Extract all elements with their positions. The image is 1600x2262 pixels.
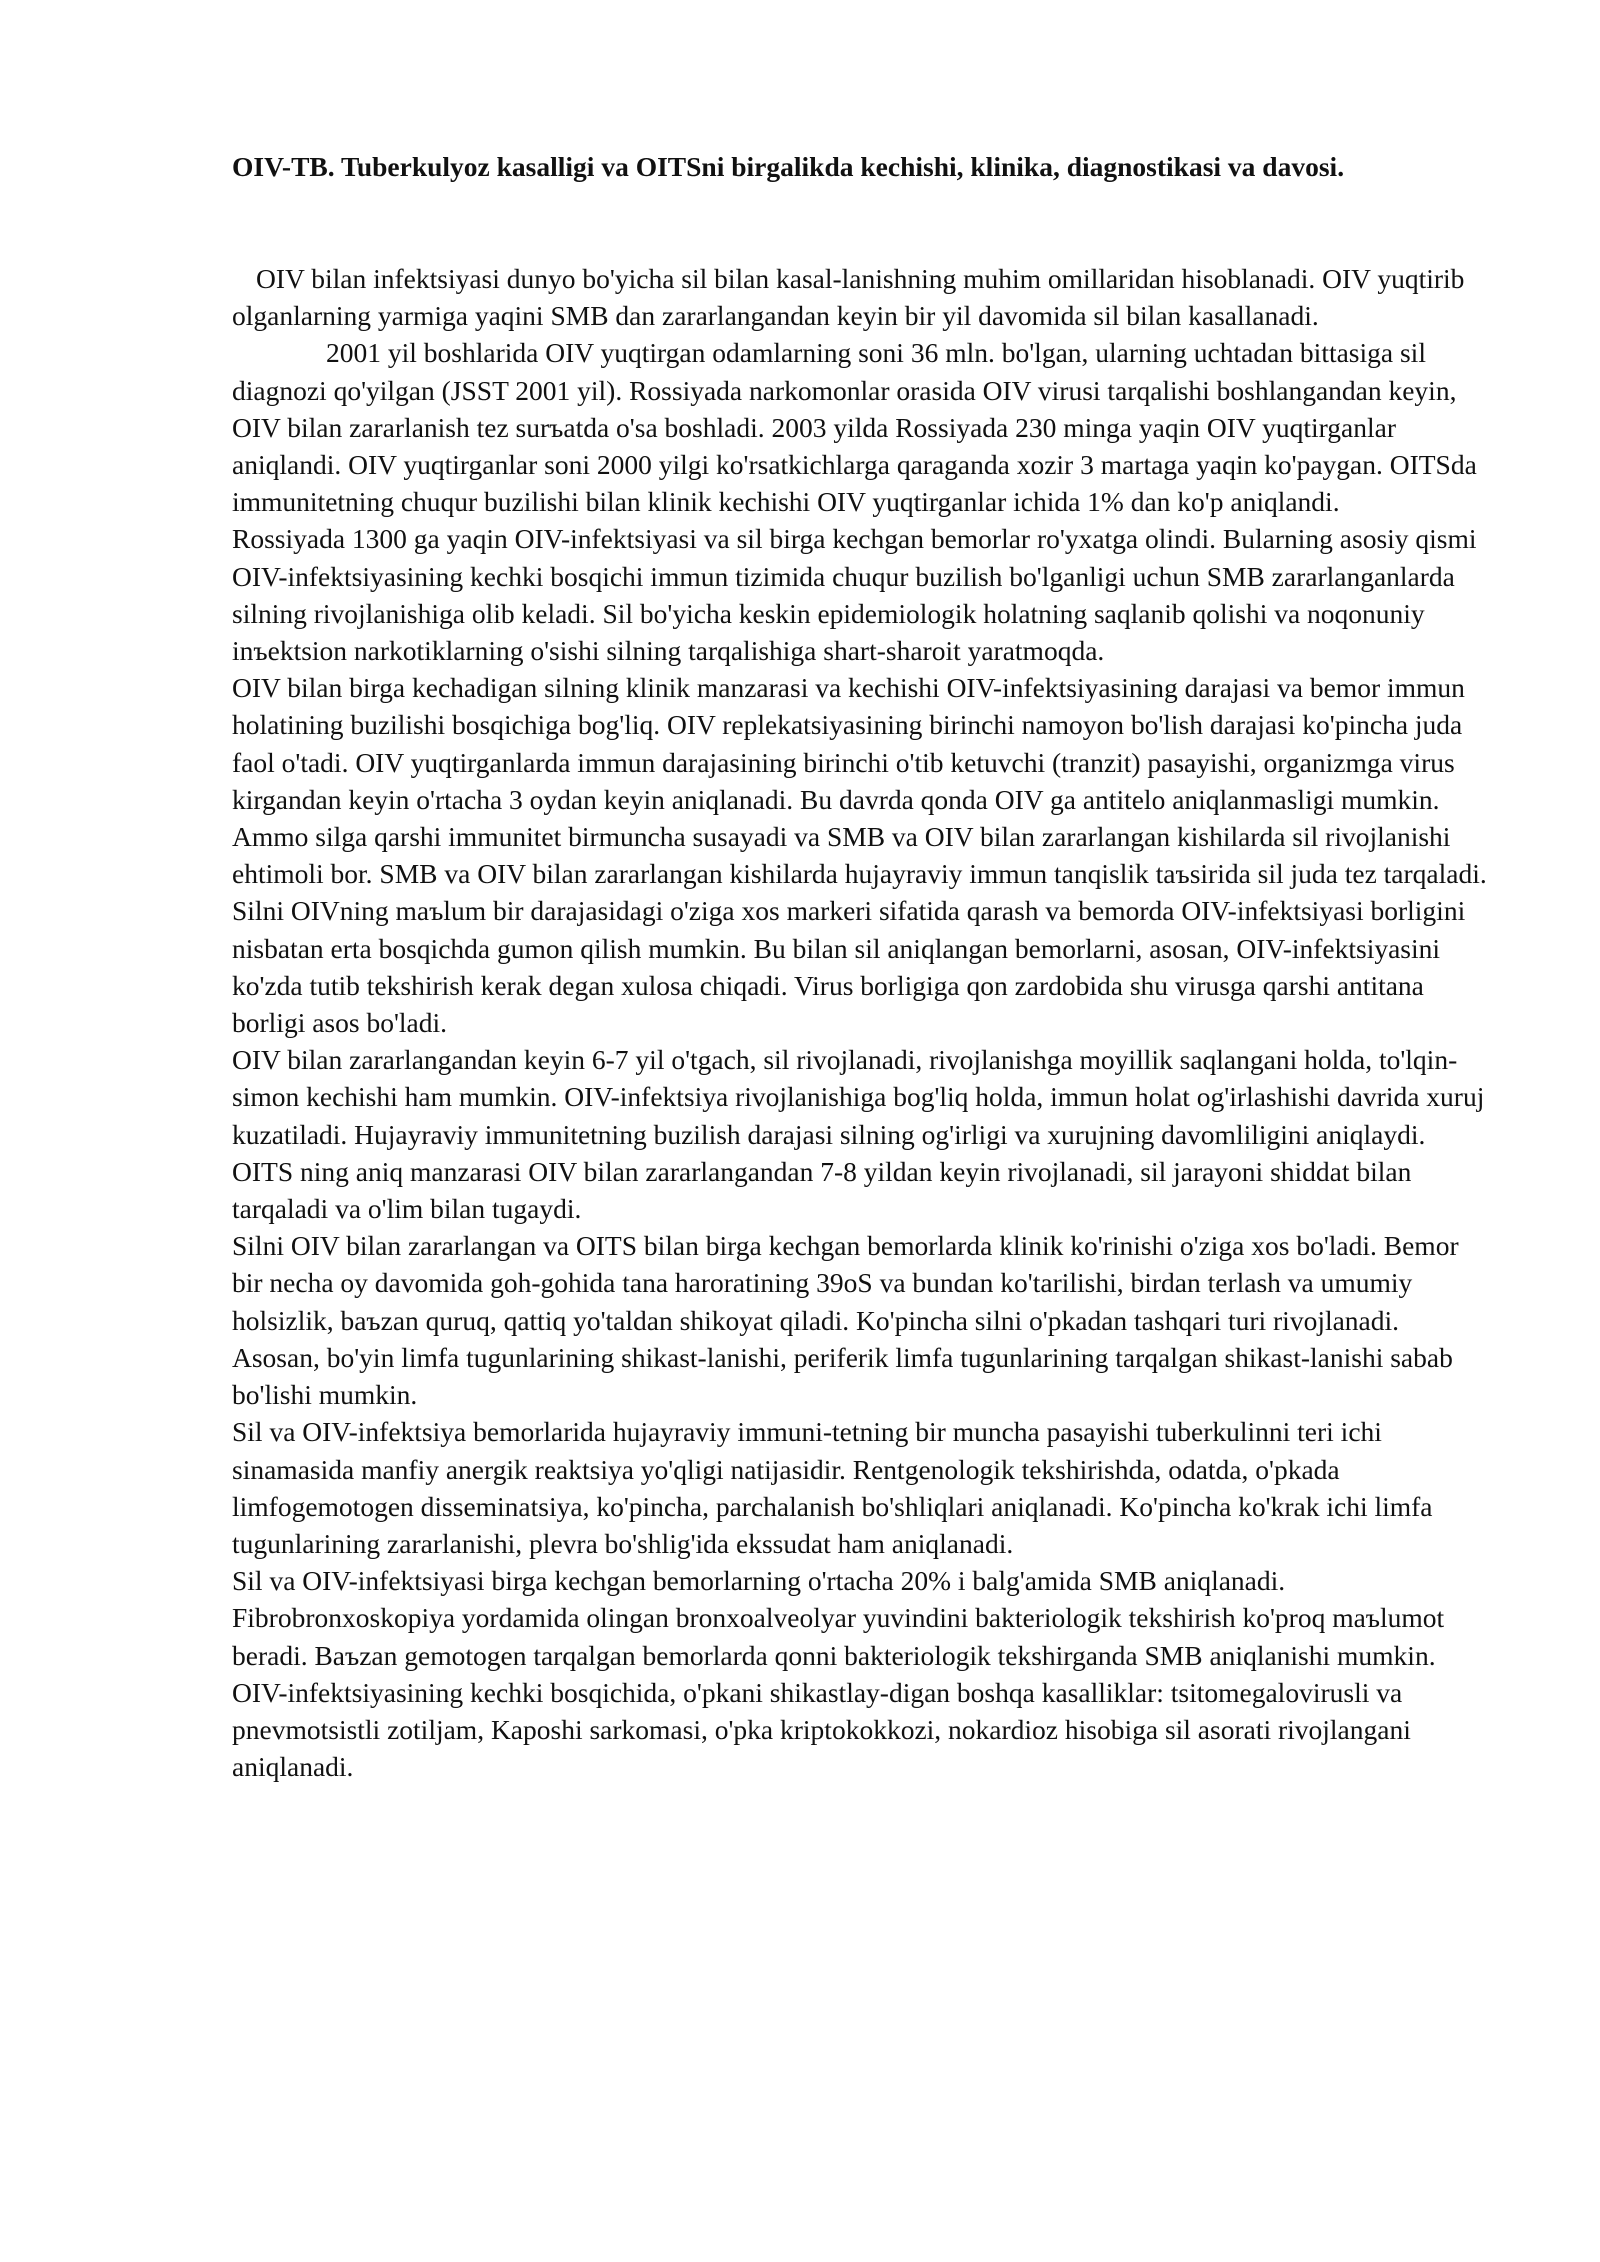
title-spacer bbox=[232, 185, 1492, 260]
paragraph-3: Rossiyada 1300 ga yaqin OIV-infektsiyasi va sil birga kechgan bemorlar ro'yxatga olindi. Bularning asosiy qismi OIV-infektsiyasining kechki bosqichi immun tizimida chuqur buzilish bo'lganligi uchun SMB zararlanganlarda silning rivojlanishiga olib keladi. Sil bo'yicha keskin epidemiologik holatning saqlanib qolishi va noqonuniy inъektsion narkotiklarning o'sishi silning tarqalishiga shart-sharoit yaratmoqda. bbox=[232, 523, 1477, 667]
document-title: OIV-TB. Tuberkulyoz kasalligi va OITSni birgalikda kechishi, klinika, diagnostikasi va davosi. bbox=[232, 151, 1345, 182]
paragraph-8: Sil va OIV-infektsiyasi birga kechgan bemorlarning o'rtacha 20% i balg'amida SMB aniqlanadi. Fibrobronxoskopiya yordamida olingan bronxoalveolyar yuvindini bakteriologik tekshirish ko'proq maъlumot beradi. Baъzan gemotogen tarqalgan bemorlarda qonni bakteriologik tekshirganda SMB aniqlanishi mumkin. bbox=[232, 1565, 1445, 1671]
paragraph-2: 2001 yil boshlarida OIV yuqtirgan odamlarning soni 36 mln. bo'lgan, ularning uchtadan bittasiga sil diagnozi qo'yilgan (JSST 2001 yil). Rossiyada narkomonlar orasida OIV virusi tarqalishi boshlangandan keyin, OIV bilan zararlanish tez surъatda o'sa boshladi. 2003 yilda Rossiyada 230 minga yaqin OIV yuqtirganlar aniqlandi. OIV yuqtirganlar soni 2000 yilgi ko'rsatkichlarga qaraganda xozir 3 martaga yaqin ko'paygan. OITSda immunitetning chuqur buzilishi bilan klinik kechishi OIV yuqtirganlar ichida 1% dan ko'p aniqlandi. bbox=[232, 337, 1477, 518]
document-page bbox=[232, 148, 1492, 1785]
paragraph-4: OIV bilan birga kechadigan silning klinik manzarasi va kechishi OIV-infektsiyasining darajasi va bemor immun holatining buzilishi bosqichiga bog'liq. OIV replekatsiyasining birinchi namoyon bo'lish darajasi ko'pincha juda faol o'tadi. OIV yuqtirganlarda immun darajasining birinchi o'tib ketuvchi (tranzit) pasayishi, organizmga virus kirgandan keyin o'rtacha 3 oydan keyin aniqlanadi. Bu davrda qonda OIV ga antitelo aniqlanmasligi mumkin. Ammo silga qarshi immunitet birmuncha susayadi va SMB va OIV bilan zararlangan kishilarda sil rivojlanishi ehtimoli bor. SMB va OIV bilan zararlangan kishilarda hujayraviy immun tanqislik taъsirida sil juda tez tarqaladi. Silni OIVning maъlum bir darajasidagi o'ziga xos markeri sifatida qarash va bemorda OIV-infektsiyasi borligini nisbatan erta bosqichda gumon qilish mumkin. Bu bilan sil aniqlangan bemorlarni, asosan, OIV-infektsiyasini ko'zda tutib tekshirish kerak degan xulosa chiqadi. Virus borligiga qon zardobida shu virusga qarshi antitana borligi asos bo'ladi. bbox=[232, 672, 1487, 1039]
paragraph-6: Silni OIV bilan zararlangan va OITS bilan birga kechgan bemorlarda klinik ko'rinishi o'ziga xos bo'ladi. Bemor bir necha oy davomida goh-gohida tana haroratining 39oS va bundan ko'tarilishi, birdan terlash va umumiy holsizlik, baъzan quruq, qattiq yo'taldan shikoyat qiladi. Ko'pincha silni o'pkadan tashqari turi rivojlanadi. Asosan, bo'yin limfa tugunlarining shikast-lanishi, periferik limfa tugunlarining tarqalgan shikast-lanishi sabab bo'lishi mumkin. bbox=[232, 1230, 1459, 1411]
paragraph-7: Sil va OIV-infektsiya bemorlarida hujayraviy immuni-tetning bir muncha pasayishi tuberkulinni teri ichi sinamasida manfiy anergik reaktsiya yo'qligi natijasidir. Rentgenologik tekshirishda, odatda, o'pkada limfogemotogen disseminatsiya, ko'pincha, parchalanish bo'shliqlari aniqlanadi. Ko'pincha ko'krak ichi limfa tugunlarining zararlanishi, plevra bo'shlig'ida ekssudat ham aniqlanadi. bbox=[232, 1416, 1433, 1559]
paragraph-5: OIV bilan zararlangandan keyin 6-7 yil o'tgach, sil rivojlanadi, rivojlanishga moyillik saqlangani holda, to'lqin-simon kechishi ham mumkin. OIV-infektsiya rivojlanishiga bog'liq holda, immun holat og'irlashishi davrida xuruj kuzatiladi. Hujayraviy immunitetning buzilish darajasi silning og'irligi va xurujning davomliligini aniqlaydi. OITS ning aniq manzarasi OIV bilan zararlangandan 7-8 yildan keyin rivojlanadi, sil jarayoni shiddat bilan tarqaladi va o'lim bilan tugaydi. bbox=[232, 1044, 1485, 1225]
paragraph-9: OIV-infektsiyasining kechki bosqichida, o'pkani shikastlay-digan boshqa kasalliklar: tsitomegalovirusli va pnevmotsistli zotiljam, Kaposhi sarkomasi, o'pka kriptokokkozi, nokardioz hisobiga sil asorati rivojlangani aniqlanadi. bbox=[232, 1676, 1411, 1783]
paragraph-1: OIV bilan infektsiyasi dunyo bo'yicha sil bilan kasal-lanishning muhim omillaridan hisoblanadi. OIV yuqtirib olganlarning yarmiga yaqini SMB dan zararlangandan keyin bir yil davomida sil bilan kasallanadi. bbox=[232, 263, 1465, 332]
